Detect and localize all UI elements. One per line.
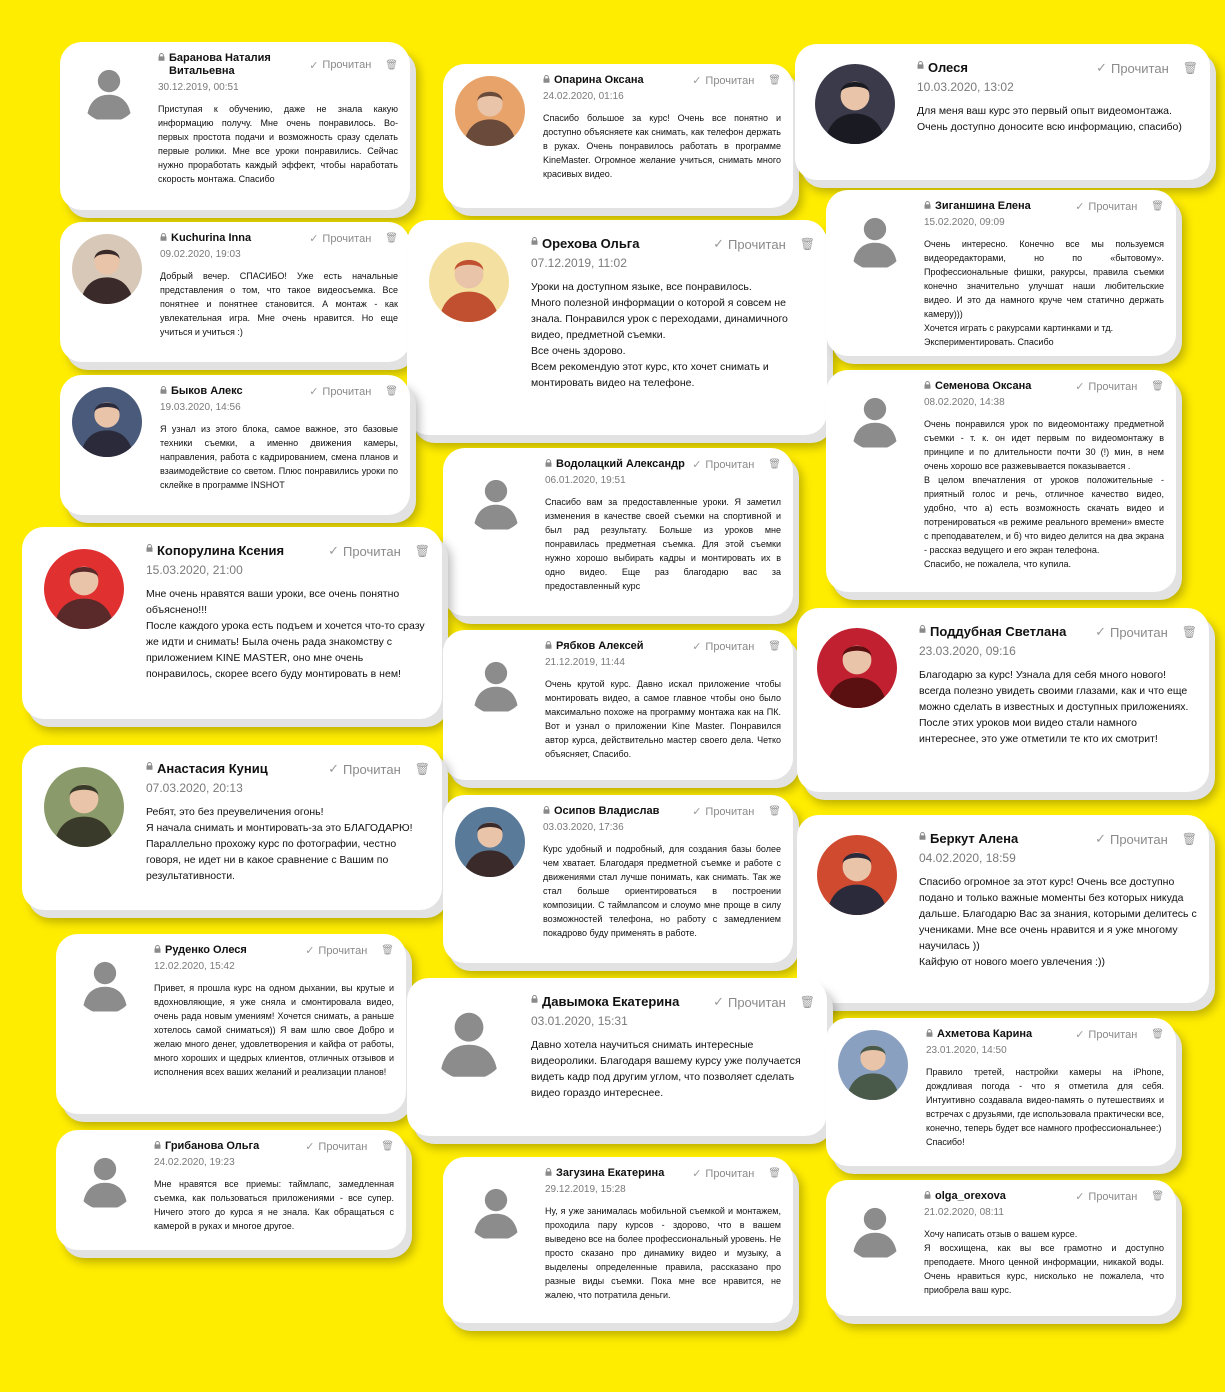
review-text: Приступая к обучению, даже не знала какую информацию получу. Мне очень понравилось. Во-первых простота подачи и возможность сразу сделать первые ролики. Мне все уроки понравились. Сейчас нужно проработать каждый эффект, чтобы наработать скорость монтажа. Спасибо (158, 104, 398, 185)
read-status (1075, 200, 1164, 213)
review-card (56, 934, 406, 1114)
review-header (146, 761, 430, 777)
check-icon: ✓ (305, 1141, 315, 1154)
review-card (797, 815, 1209, 1003)
status-label: Прочитан (1110, 60, 1169, 76)
review-text: Благодарю за курс! Узнала для себя много нового! всегда полезно увидеть своими глазами, как и что еще можно сделать в известных и доступных приложениях. После этих уроков мои видео стали намного интереснее, это уже отметили те кто их смотрит! (919, 669, 1189, 745)
review-header (158, 52, 398, 78)
review-text: Хочу написать отзыв о вашем курсе. Я восхищена, как вы все грамотно и доступно преподаете. Много ценной информации, никакой воды. Очень нравиться курс, нисколько не пожалела, что приобрела ваш курс. (924, 1229, 1164, 1295)
review-text: Очень интересно. Конечно все мы пользуемся видеоредакторами, но по «бытовому». Профессиональные фишки, ракурсы, правила съемки конечно значительно улучшат наши любительские видео. И это да намного круче чем статично держать камеру))) Хочется играть с ракурсами картинками и тд. Экспериментировать. Спасибо (924, 239, 1164, 347)
status-label: Прочитан (318, 1140, 368, 1153)
reviewer-name[interactable]: Рябков Алексей (556, 640, 644, 652)
check-icon: ✓ (1075, 1029, 1085, 1042)
lock-icon (924, 381, 931, 389)
review-date: 03.03.2020, 17:36 (543, 822, 624, 834)
reviewer-name-wrap[interactable] (545, 1167, 664, 1180)
avatar-placeholder-icon (74, 1148, 136, 1210)
read-status (692, 805, 781, 818)
review-header (160, 232, 398, 245)
review-header (924, 200, 1164, 213)
read-status (1075, 1190, 1164, 1203)
review-card (407, 978, 827, 1136)
review-date: 23.01.2020, 14:50 (926, 1045, 1007, 1057)
lock-icon (146, 544, 153, 552)
lock-icon (545, 641, 552, 649)
review-date: 04.02.2020, 18:59 (919, 851, 1016, 865)
avatar[interactable] (817, 628, 897, 708)
avatar-photo-icon (815, 64, 895, 144)
trash-icon[interactable]: 🗑 (768, 75, 781, 87)
status-label: Прочитан (342, 543, 401, 559)
review-text: Для меня ваш курс это первый опыт видеомонтажа. Очень доступно доносите всю информацию, спасибо) (917, 105, 1182, 133)
reviewer-name[interactable]: Олеся (928, 60, 968, 76)
lock-icon (154, 1141, 161, 1149)
review-card (443, 630, 793, 780)
reviewer-name-wrap[interactable] (158, 52, 308, 78)
review-date: 24.02.2020, 01:16 (543, 91, 624, 103)
check-icon: ✓ (692, 459, 702, 472)
avatar[interactable] (72, 387, 142, 457)
review-header (146, 543, 430, 559)
reviewer-name-wrap[interactable] (924, 1190, 1006, 1203)
review-text: Очень крутой курс. Давно искал приложение чтобы монтировать видео, а самое главное чтобы оно было максимально похоже на программу монтажа как на ПК. Вот и узнал о приложении Kine Master. Понравился автор курса, действительно мастер своего дела. Четко объясняет, Спасибо. (545, 679, 781, 759)
review-text: Ну, я уже занималась мобильной съемкой и монтажем, проходила пару курсов - здорово, что в вашем выведено все на более профессиональный уровень. Не просто сказано про динамику видео и музыку, а выделены определенные правила, рассказано про разные виды съемки. Пока мне все нравится, не жалею, что потратила деньги. (545, 1206, 781, 1300)
reviewer-name-wrap[interactable] (154, 944, 247, 957)
reviewer-name-wrap[interactable] (924, 380, 1031, 393)
lock-icon (531, 995, 538, 1003)
avatar[interactable] (429, 1000, 509, 1080)
avatar-placeholder-icon (844, 1198, 906, 1260)
review-card (797, 608, 1209, 792)
avatar-photo-icon (455, 76, 525, 146)
review-date: 09.02.2020, 19:03 (160, 249, 241, 261)
avatar-placeholder-icon (465, 1179, 527, 1241)
reviewer-name[interactable]: Загузина Екатерина (556, 1167, 665, 1179)
trash-icon[interactable]: 🗑 (1181, 832, 1197, 846)
reviewer-name-wrap[interactable] (919, 831, 1018, 847)
reviewer-name[interactable]: Быков Алекс (171, 385, 243, 397)
reviewer-name-wrap[interactable] (154, 1140, 259, 1153)
avatar-placeholder-icon (844, 208, 906, 270)
check-icon: ✓ (305, 945, 315, 958)
avatar[interactable] (455, 76, 525, 146)
reviewer-name[interactable]: Беркут Алена (930, 831, 1019, 847)
trash-icon[interactable]: 🗑 (385, 59, 398, 71)
review-header (545, 1167, 781, 1180)
review-header (531, 236, 815, 252)
check-icon: ✓ (309, 233, 319, 246)
check-icon: ✓ (692, 806, 702, 819)
review-header (919, 831, 1197, 847)
avatar-placeholder-icon (465, 470, 527, 532)
review-date: 03.01.2020, 15:31 (531, 1014, 628, 1028)
reviewer-name[interactable]: Осипов Владислав (554, 805, 660, 817)
review-date: 12.02.2020, 15:42 (154, 961, 235, 973)
avatar-photo-icon (429, 242, 509, 322)
status-label: Прочитан (705, 1167, 755, 1180)
avatar-photo-icon (817, 628, 897, 708)
read-status (713, 236, 815, 252)
lock-icon (154, 945, 161, 953)
review-text: Привет, я прошла курс на одном дыхании, вы крутые и вдохновляющие, я уже сняла и смонтировала видео, очень рада новым умениям! Хочется снимать, а раньше хотелось самой сниматься)) Я вам шлю свое Добро и желаю много денег, удовлетворения и кайфа от работы, много хороших и щедрых клиентов, отличных отзывов и исполнения всех ваших желаний и реализации планов! (154, 983, 394, 1077)
reviewer-name-wrap[interactable] (545, 640, 644, 653)
avatar-placeholder-icon (465, 652, 527, 714)
read-status (309, 232, 398, 245)
status-label: Прочитан (727, 994, 786, 1010)
read-status (692, 458, 781, 471)
avatar[interactable] (429, 242, 509, 322)
lock-icon (545, 459, 552, 467)
review-card (22, 745, 442, 910)
review-date: 24.02.2020, 19:23 (154, 1157, 235, 1169)
read-status (1075, 1028, 1164, 1041)
status-label: Прочитан (1088, 200, 1138, 213)
review-text: Правило третей, настройки камеры на iPhone, дождливая погода - что я отметила для себя. Интуитивно создавала видео-память о путешествиях и встречах с друзьями, где использовала практически все, конечно, теперь будет все намного профессиональнее:) Спасибо! (926, 1067, 1164, 1147)
review-header (924, 380, 1164, 393)
lock-icon (924, 1191, 931, 1199)
trash-icon[interactable]: 🗑 (768, 641, 781, 653)
review-header (531, 994, 815, 1010)
check-icon: ✓ (309, 59, 319, 72)
status-label: Прочитан (1088, 380, 1138, 393)
trash-icon[interactable]: 🗑 (414, 762, 430, 776)
trash-icon[interactable]: 🗑 (385, 233, 398, 245)
review-card (826, 370, 1176, 592)
review-date: 19.03.2020, 14:56 (160, 402, 241, 414)
review-text: Спасибо вам за предоставленные уроки. Я заметил изменения в качестве своей съемки на спортивной и был рад результату. Больше из уроков мне понравилась предметная съемка. Для этой съемки нужно хорошо выбирать кадры и монтировать их в одно видео. Еще раз благодарю вас за предоставленный курс (545, 497, 781, 591)
status-label: Прочитан (318, 944, 368, 957)
avatar-photo-icon (838, 1030, 908, 1100)
check-icon: ✓ (328, 761, 339, 776)
lock-icon (545, 1168, 552, 1176)
review-text: Очень понравился урок по видеомонтажу предметной съемки - т. к. он идет первым по видеомонтажу в принципе и по длительности почти 30 (!) мин, в нем очень хорошо все разжевывается показывается . В целом впечатления от уроков положительные - приятный голос и речь, отличное качество видео, удобно, что а) есть возможность скачать видео и потренироваться «в режиме реального времени» вместе с преподавателем, и б) что видео делится на два экрана - рассказ ведущего и его экран телефона. Спасибо, не пожалела, что купила. (924, 419, 1164, 569)
reviewer-name-wrap[interactable] (926, 1028, 1032, 1041)
review-text: Спасибо огромное за этот курс! Очень все доступно подано и только важные моменты без которых никуда дальше. Благодарю Вас за знания, которыми делитесь с учениками. Мне все очень нравится и я уже многому научилась )) Кайфую от нового моего увлечения :)) (919, 876, 1197, 968)
avatar[interactable] (78, 60, 140, 122)
reviewer-name[interactable]: Поддубная Светлана (930, 624, 1067, 640)
review-header (545, 458, 781, 471)
review-header (543, 74, 781, 87)
check-icon: ✓ (713, 994, 724, 1009)
avatar-photo-icon (44, 767, 124, 847)
trash-icon[interactable]: 🗑 (799, 237, 815, 251)
review-header (924, 1190, 1164, 1203)
trash-icon[interactable]: 🗑 (768, 459, 781, 471)
review-card (56, 1130, 406, 1250)
status-label: Прочитан (705, 805, 755, 818)
review-text: Я узнал из этого блока, самое важное, это базовые техники съемки, а именно движения камеры, направления, работа с кадрированием, смена планов и взаимодействие со светом. Плюс понравились уроки по склейке в программе INSHOT (160, 424, 398, 490)
reviewer-name[interactable]: Грибанова Ольга (165, 1140, 260, 1152)
status-label: Прочитан (322, 385, 372, 398)
reviewer-name-wrap[interactable] (531, 994, 679, 1010)
avatar[interactable] (817, 835, 897, 915)
avatar-placeholder-icon (74, 952, 136, 1014)
avatar[interactable] (44, 767, 124, 847)
reviewer-name-wrap[interactable] (543, 74, 644, 87)
read-status (305, 1140, 394, 1153)
reviewer-name[interactable]: Ахметова Карина (937, 1028, 1033, 1040)
read-status (692, 1167, 781, 1180)
review-date: 15.02.2020, 09:09 (924, 217, 1005, 229)
review-header (926, 1028, 1164, 1041)
read-status (1095, 831, 1197, 847)
reviewer-name-wrap[interactable] (924, 200, 1031, 213)
read-status (328, 761, 430, 777)
avatar-photo-icon (72, 234, 142, 304)
trash-icon[interactable]: 🗑 (385, 386, 398, 398)
review-card (826, 190, 1176, 356)
trash-icon[interactable]: 🗑 (1151, 1029, 1164, 1041)
review-card (407, 220, 827, 435)
lock-icon (919, 625, 926, 633)
avatar[interactable] (838, 1030, 908, 1100)
check-icon: ✓ (1095, 624, 1106, 639)
avatar[interactable] (844, 388, 906, 450)
review-text: Мне нравятся все приемы: таймлапс, замедленная съемка, как пользоваться приложениями - все супер. Ничего этого до курса я не знала. Как обращаться с камерой в руках и многое другое. (154, 1179, 394, 1231)
avatar[interactable] (815, 64, 895, 144)
review-date: 29.12.2019, 15:28 (545, 1184, 626, 1196)
trash-icon[interactable]: 🗑 (799, 995, 815, 1009)
reviewer-name[interactable]: Давымока Екатерина (542, 994, 680, 1010)
avatar[interactable] (844, 1198, 906, 1260)
check-icon: ✓ (1095, 831, 1106, 846)
avatar[interactable] (465, 652, 527, 714)
review-header (154, 1140, 394, 1153)
lock-icon (926, 1029, 933, 1037)
review-date: 30.12.2019, 00:51 (158, 82, 239, 94)
status-label: Прочитан (322, 232, 372, 245)
reviewer-name[interactable]: Копорулина Ксения (157, 543, 285, 559)
review-header (917, 60, 1198, 76)
review-card (60, 375, 410, 515)
status-label: Прочитан (705, 458, 755, 471)
review-card (826, 1180, 1176, 1316)
read-status (309, 385, 398, 398)
read-status (713, 994, 815, 1010)
review-card (443, 64, 793, 208)
read-status (692, 640, 781, 653)
avatar[interactable] (455, 807, 525, 877)
review-header (545, 640, 781, 653)
review-card (60, 42, 410, 210)
trash-icon[interactable]: 🗑 (1151, 1191, 1164, 1203)
status-label: Прочитан (1088, 1190, 1138, 1203)
review-card (443, 795, 793, 963)
check-icon: ✓ (1075, 1191, 1085, 1204)
read-status (1096, 60, 1198, 76)
lock-icon (543, 75, 550, 83)
review-date: 06.01.2020, 19:51 (545, 475, 626, 487)
lock-icon (531, 237, 538, 245)
check-icon: ✓ (692, 1168, 702, 1181)
status-label: Прочитан (705, 640, 755, 653)
check-icon: ✓ (328, 543, 339, 558)
check-icon: ✓ (1096, 60, 1107, 75)
reviewer-name-wrap[interactable] (917, 60, 968, 76)
check-icon: ✓ (692, 641, 702, 654)
trash-icon[interactable]: 🗑 (1182, 61, 1198, 75)
review-text: Давно хотела научиться снимать интересные видеоролики. Благодаря вашему курсу уже получается видеть кадр под другим углом, что позволяет сделать видео гораздо интереснее. (531, 1039, 801, 1099)
review-text: Добрый вечер. СПАСИБО! Уже есть начальные представления о том, что такое видеосъемка. Все понятнее и понятнее становится. А монтаж - как увлекательная игра. Мне очень нравится. Но еще учиться и учиться :) (160, 271, 398, 337)
read-status (328, 543, 430, 559)
review-date: 08.02.2020, 14:38 (924, 397, 1005, 409)
reviewer-name-wrap[interactable] (160, 385, 243, 398)
lock-icon (919, 832, 926, 840)
reviewer-name[interactable]: Водолацкий Александр (556, 458, 685, 470)
review-date: 21.12.2019, 11:44 (545, 657, 625, 669)
read-status (1075, 380, 1164, 393)
reviewer-name-wrap[interactable] (146, 761, 268, 777)
reviewer-name[interactable]: Семенова Оксана (935, 380, 1032, 392)
review-date: 10.03.2020, 13:02 (917, 80, 1014, 94)
reviewer-name[interactable]: Орехова Ольга (542, 236, 640, 252)
review-text: Ребят, это без преувеличения огонь! Я начала снимать и монтировать-за это БЛАГОДАРЮ! Параллельно прохожу курс по фотографии, честно говоря, не идет ни в какое сравнение с Вашим по результативности. (146, 806, 413, 882)
review-date: 23.03.2020, 09:16 (919, 644, 1016, 658)
lock-icon (543, 806, 550, 814)
avatar[interactable] (465, 1179, 527, 1241)
status-label: Прочитан (727, 236, 786, 252)
check-icon: ✓ (1075, 201, 1085, 214)
reviewer-name[interactable]: Опарина Оксана (554, 74, 644, 86)
check-icon: ✓ (692, 75, 702, 88)
review-text: Уроки на доступном языке, все понравилось. Много полезной информации о которой я совсем не знала. Понравился урок с переходами, динамичного видео, предметной съемки. Все очень здорово. Всем рекомендую этот курс, кто хочет снимать и монтировать видео на телефоне. (531, 281, 788, 389)
avatar-placeholder-icon (844, 388, 906, 450)
status-label: Прочитан (1088, 1028, 1138, 1041)
reviewer-name-wrap[interactable] (543, 805, 659, 818)
avatar[interactable] (465, 470, 527, 532)
lock-icon (158, 53, 165, 61)
reviewer-name[interactable]: Анастасия Куниц (157, 761, 268, 777)
lock-icon (917, 61, 924, 69)
avatar-photo-icon (817, 835, 897, 915)
avatar[interactable] (74, 952, 136, 1014)
lock-icon (160, 386, 167, 394)
reviewer-name-wrap[interactable] (160, 232, 251, 245)
trash-icon[interactable]: 🗑 (768, 806, 781, 818)
review-header (543, 805, 781, 818)
status-label: Прочитан (1109, 624, 1168, 640)
review-date: 07.12.2019, 11:02 (531, 256, 627, 270)
reviewer-name-wrap[interactable] (146, 543, 284, 559)
avatar[interactable] (44, 549, 124, 629)
reviewer-name[interactable]: olga_orexova (935, 1190, 1006, 1202)
trash-icon[interactable]: 🗑 (1181, 625, 1197, 639)
avatar-placeholder-icon (78, 60, 140, 122)
status-label: Прочитан (705, 74, 755, 87)
trash-icon[interactable]: 🗑 (414, 544, 430, 558)
read-status (305, 944, 394, 957)
reviewer-name[interactable]: Баранова Наталия Витальевна (169, 52, 271, 78)
avatar-photo-icon (455, 807, 525, 877)
trash-icon[interactable]: 🗑 (1151, 201, 1164, 213)
review-date: 07.03.2020, 20:13 (146, 781, 243, 795)
review-date: 21.02.2020, 08:11 (924, 1207, 1004, 1219)
review-card (826, 1018, 1176, 1166)
trash-icon[interactable]: 🗑 (768, 1168, 781, 1180)
status-label: Прочитан (342, 761, 401, 777)
review-text: Курс удобный и подробный, для создания базы более чем хватает. Благодаря предметной съемке и работе с движениями стал лучше понимать, как снимать. Так же стал больше ориентироваться в построении композиции. С таймлапсом и слоумо мне проще в силу возможностей телефона, но работу с замедлением покадрово буду применять в работе. (543, 844, 781, 938)
review-card (60, 222, 410, 362)
review-header (160, 385, 398, 398)
status-label: Прочитан (322, 59, 372, 72)
review-text: Спасибо большое за курс! Очень все понятно и доступно объясняете как снимать, как телефон держать в руках. Очень понравилось работать в программе KineMaster. Огромное желание учиться, снимать много красивых видео. (543, 113, 781, 179)
avatar[interactable] (74, 1148, 136, 1210)
lock-icon (146, 762, 153, 770)
lock-icon (924, 201, 931, 209)
read-status (1095, 624, 1197, 640)
trash-icon[interactable]: 🗑 (381, 1141, 394, 1153)
review-text: Мне очень нравятся ваши уроки, все очень понятно объяснено!!! После каждого урока есть подъем и хочется что-то сразу же идти и снимать! Была очень рада знакомству с приложением KINE MASTER, оно мне очень понравилось, скорее всего буду монтировать в нем! (146, 588, 425, 680)
check-icon: ✓ (309, 386, 319, 399)
avatar-photo-icon (72, 387, 142, 457)
review-card (795, 44, 1210, 180)
avatar-placeholder-icon (429, 1000, 509, 1080)
trash-icon[interactable]: 🗑 (381, 945, 394, 957)
read-status (692, 74, 781, 87)
read-status (309, 59, 398, 72)
review-card (443, 448, 793, 616)
reviewer-name-wrap[interactable] (531, 236, 639, 252)
review-header (154, 944, 394, 957)
review-card (22, 527, 442, 719)
status-label: Прочитан (1109, 831, 1168, 847)
reviewer-name[interactable]: Kuchurina Inna (171, 232, 252, 244)
reviewer-name-wrap[interactable] (545, 458, 685, 471)
check-icon: ✓ (713, 236, 724, 251)
avatar[interactable] (72, 234, 142, 304)
avatar[interactable] (844, 208, 906, 270)
trash-icon[interactable]: 🗑 (1151, 381, 1164, 393)
review-header (919, 624, 1197, 640)
check-icon: ✓ (1075, 381, 1085, 394)
reviewer-name-wrap[interactable] (919, 624, 1066, 640)
reviewer-name[interactable]: Руденко Олеся (165, 944, 247, 956)
avatar-photo-icon (44, 549, 124, 629)
lock-icon (160, 233, 167, 241)
review-date: 15.03.2020, 21:00 (146, 563, 243, 577)
review-card (443, 1157, 793, 1323)
reviewer-name[interactable]: Зиганшина Елена (935, 200, 1031, 212)
